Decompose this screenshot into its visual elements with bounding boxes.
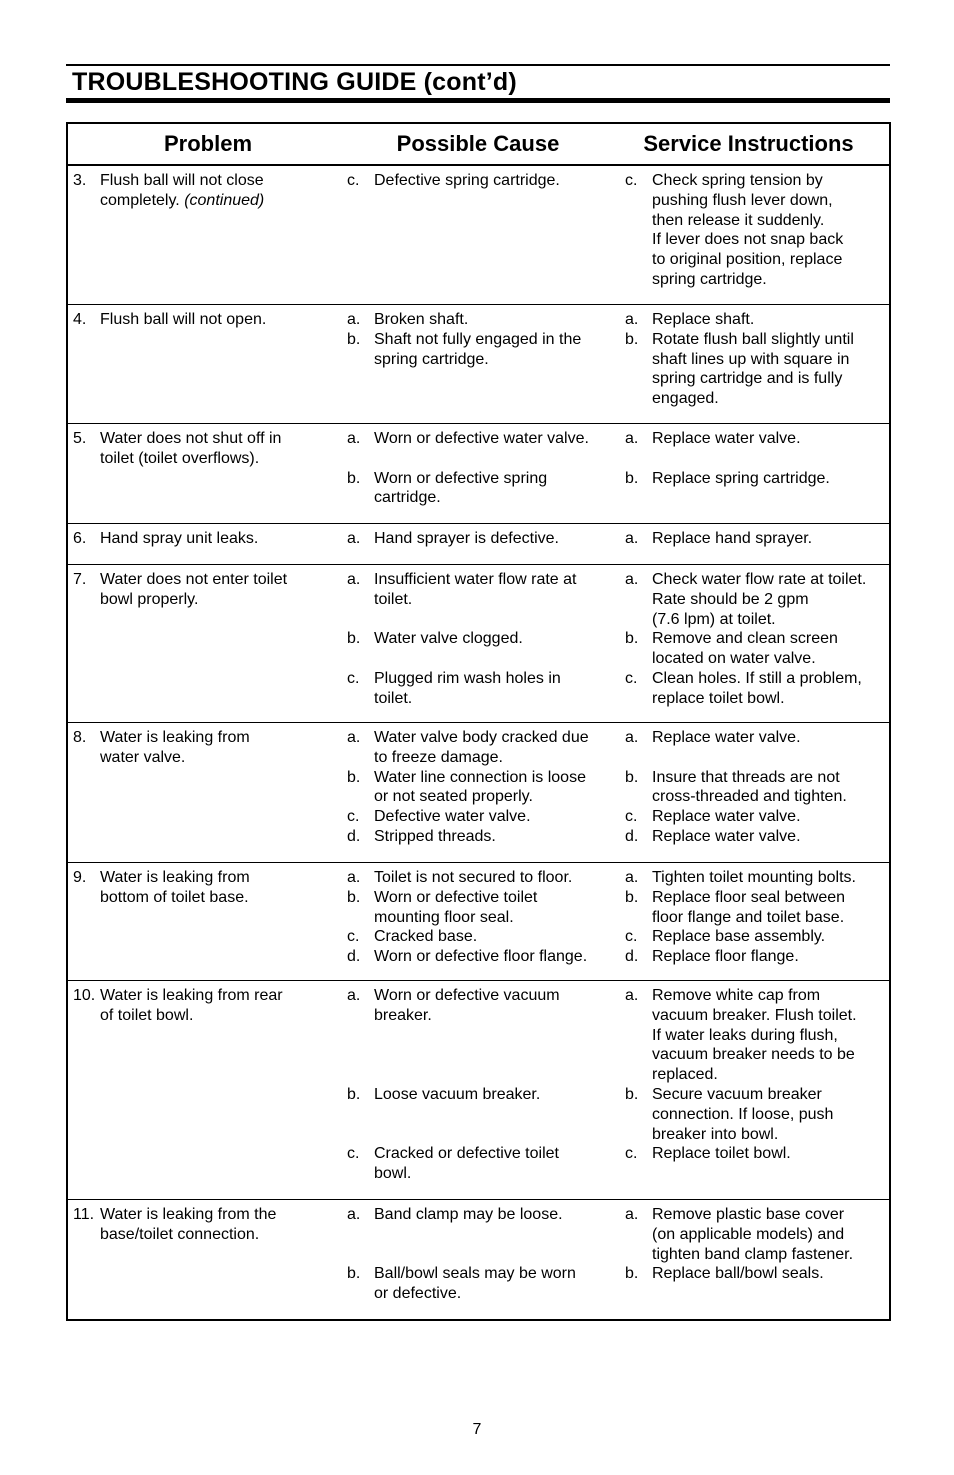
problem-text: Hand spray unit leaks. (100, 530, 259, 547)
service-letter: c. (625, 670, 638, 687)
cause-letter: c. (347, 808, 360, 826)
service-text: Replace ball/bowl seals. (652, 1265, 824, 1283)
service-text: Remove plastic base cover (652, 1206, 845, 1223)
table-row (68, 304, 889, 423)
service-text: Replace hand sprayer. (652, 530, 813, 547)
cause-text: Hand sprayer is defective. (374, 530, 559, 547)
cause-letter: b. (347, 888, 361, 906)
problem-number: 4. (73, 311, 87, 328)
cause-text: Plugged rim wash holes in (374, 670, 561, 687)
table-row (68, 722, 889, 862)
problem-number: 8. (73, 729, 87, 746)
service-text: Check spring tension by (652, 172, 823, 189)
service-letter: b. (625, 1265, 639, 1283)
service-text: Remove and clean screen (652, 630, 838, 648)
cause-letter: a. (347, 430, 361, 447)
service-text: Secure vacuum breaker (652, 1086, 822, 1103)
cause-text: Toilet is not secured to floor. (374, 869, 573, 886)
service-text: Check water flow rate at toilet. (652, 571, 867, 588)
service-letter: a. (625, 869, 639, 886)
title-rule (66, 98, 890, 103)
cause-letter: b. (347, 630, 361, 648)
service-text: then release it suddenly. (652, 211, 825, 229)
service-text: Replace toilet bowl. (652, 1145, 791, 1163)
service-text: cross-threaded and tighten. (652, 788, 847, 806)
problem-text: completely. (continued) (100, 191, 265, 209)
cause-text: Worn or defective vacuum (374, 987, 560, 1004)
column-header-problem: Problem (163, 131, 253, 156)
service-text: Rate should be 2 gpm (652, 590, 809, 608)
table-row (68, 980, 889, 1199)
service-letter: b. (625, 768, 639, 786)
cause-text: Water line connection is loose (374, 768, 586, 786)
service-text: pushing flush lever down, (652, 191, 833, 209)
service-text: Replace water valve. (652, 729, 801, 746)
table-header (68, 124, 889, 166)
problem-text: water valve. (100, 748, 186, 766)
cause-letter: b. (347, 330, 361, 348)
service-letter: a. (625, 729, 639, 746)
cause-letter: a. (347, 1206, 361, 1223)
service-text: Replace spring cartridge. (652, 469, 830, 487)
table-row (68, 1199, 889, 1319)
service-text: shaft lines up with square in (652, 350, 850, 368)
cause-text: toilet. (374, 689, 413, 707)
table-row (68, 166, 889, 304)
cause-letter: a. (347, 311, 361, 328)
service-text: connection. If loose, push (652, 1105, 834, 1123)
service-text: Replace water valve. (652, 430, 801, 447)
problem-text: bowl properly. (100, 590, 199, 608)
service-letter: c. (625, 808, 638, 826)
service-text: to original position, replace (652, 251, 843, 269)
service-letter: a. (625, 1206, 639, 1223)
cause-letter: d. (347, 828, 361, 845)
problem-number: 5. (73, 430, 87, 447)
service-text: Replace floor flange. (652, 948, 799, 966)
service-text: engaged. (652, 390, 719, 408)
cause-text: to freeze damage. (374, 748, 503, 766)
cause-text: Water valve body cracked due (374, 729, 589, 746)
service-text: tighten band clamp fastener. (652, 1245, 854, 1263)
service-letter: d. (625, 828, 639, 845)
cause-letter: c. (347, 172, 360, 189)
cause-letter: c. (347, 1145, 360, 1163)
problem-number: 3. (73, 172, 87, 189)
cause-text: Defective spring cartridge. (374, 172, 560, 189)
service-text: breaker into bowl. (652, 1125, 779, 1143)
table-row (68, 564, 889, 722)
cause-text: or not seated properly. (374, 788, 533, 806)
service-text: Replace water valve. (652, 808, 801, 826)
cause-letter: c. (347, 928, 360, 946)
cause-text: Shaft not fully engaged in the (374, 330, 582, 348)
cause-text: breaker. (374, 1006, 432, 1024)
service-text: Replace floor seal between (652, 888, 846, 906)
service-text: spring cartridge. (652, 271, 767, 288)
service-letter: b. (625, 330, 639, 348)
service-letter: a. (625, 987, 639, 1004)
cause-text: Worn or defective water valve. (374, 430, 589, 447)
service-letter: c. (625, 928, 638, 946)
cause-text: toilet. (374, 590, 413, 608)
service-letter: b. (625, 469, 639, 487)
problem-text: of toilet bowl. (100, 1006, 194, 1024)
problem-text: Water is leaking from (100, 729, 250, 746)
cause-letter: d. (347, 948, 361, 966)
problem-text: Flush ball will not close (100, 172, 264, 189)
cause-letter: b. (347, 768, 361, 786)
service-text: If water leaks during flush, (652, 1026, 838, 1044)
service-text: Replace base assembly. (652, 928, 826, 946)
cause-text: Cracked or defective toilet (374, 1145, 559, 1163)
service-text: (on applicable models) and (652, 1225, 845, 1243)
cause-letter: a. (347, 530, 361, 547)
service-letter: a. (625, 571, 639, 588)
service-letter: d. (625, 948, 639, 966)
service-text: Insure that threads are not (652, 768, 840, 786)
page-number: 7 (472, 1421, 482, 1438)
service-letter: c. (625, 1145, 638, 1163)
service-text: located on water valve. (652, 650, 816, 668)
problem-text: Flush ball will not open. (100, 311, 267, 328)
cause-letter: a. (347, 571, 361, 588)
problem-text: Water is leaking from rear (100, 987, 283, 1004)
cause-letter: c. (347, 670, 360, 687)
table-row (68, 523, 889, 564)
problem-text: bottom of toilet base. (100, 888, 249, 906)
cause-letter: b. (347, 469, 361, 487)
cause-text: Broken shaft. (374, 311, 469, 328)
problem-text: Water is leaking from (100, 869, 250, 886)
cause-text: bowl. (374, 1165, 412, 1183)
service-text: vacuum breaker. Flush toilet. (652, 1006, 857, 1024)
cause-letter: a. (347, 869, 361, 886)
service-letter: b. (625, 630, 639, 648)
cause-text: Stripped threads. (374, 828, 496, 845)
service-text: Replace water valve. (652, 828, 801, 845)
cause-text: cartridge. (374, 489, 441, 507)
cause-text: Worn or defective floor flange. (374, 948, 588, 966)
problem-number: 9. (73, 869, 87, 886)
service-text: Remove white cap from (652, 987, 821, 1004)
cause-letter: a. (347, 987, 361, 1004)
service-text: Tighten toilet mounting bolts. (652, 869, 856, 886)
cause-text: Insufficient water flow rate at (374, 571, 577, 588)
table-body (68, 166, 889, 1319)
problem-text: base/toilet connection. (100, 1225, 260, 1243)
cause-text: mounting floor seal. (374, 908, 514, 926)
troubleshooting-table (66, 122, 891, 1321)
table-row (68, 862, 889, 980)
cause-letter: a. (347, 729, 361, 746)
page-title: TROUBLESHOOTING GUIDE (cont’d) (72, 68, 517, 96)
service-text: (7.6 lpm) at toilet. (652, 610, 776, 628)
column-header-service-instructions: Service Instructions (643, 131, 854, 156)
service-letter: b. (625, 888, 639, 906)
service-text: replaced. (652, 1066, 718, 1084)
problem-text: Water is leaking from the (100, 1206, 277, 1223)
problem-number: 10. (73, 987, 96, 1004)
service-text: Replace shaft. (652, 311, 755, 328)
service-text: replace toilet bowl. (652, 689, 785, 707)
problem-text: Water does not shut off in (100, 430, 282, 447)
problem-number: 7. (73, 571, 87, 588)
problem-text: Water does not enter toilet (100, 571, 288, 588)
service-text: If lever does not snap back (652, 231, 844, 249)
table-row (68, 423, 889, 523)
service-text: vacuum breaker needs to be (652, 1046, 855, 1064)
cause-text: Defective water valve. (374, 808, 531, 826)
service-letter: c. (625, 172, 638, 189)
service-text: spring cartridge and is fully (652, 370, 843, 388)
cause-text: Cracked base. (374, 928, 478, 946)
problem-text: toilet (toilet overflows). (100, 449, 260, 467)
cause-text: Loose vacuum breaker. (374, 1086, 541, 1103)
service-letter: a. (625, 530, 639, 547)
cause-letter: b. (347, 1265, 361, 1283)
continued-note: (continued) (184, 191, 265, 209)
problem-number: 11. (73, 1206, 95, 1223)
cause-letter: b. (347, 1086, 361, 1103)
service-text: floor flange and toilet base. (652, 908, 845, 926)
service-text: Clean holes. If still a problem, (652, 670, 862, 687)
cause-text: Water valve clogged. (374, 630, 523, 648)
cause-text: Worn or defective spring (374, 469, 548, 487)
service-letter: a. (625, 311, 639, 328)
column-header-possible-cause: Possible Cause (396, 131, 560, 156)
service-letter: a. (625, 430, 639, 447)
cause-text: or defective. (374, 1285, 462, 1303)
problem-number: 6. (73, 530, 87, 547)
cause-text: spring cartridge. (374, 350, 489, 368)
cause-text: Worn or defective toilet (374, 888, 538, 906)
service-text: Rotate flush ball slightly until (652, 330, 854, 348)
cause-text: Ball/bowl seals may be worn (374, 1265, 576, 1283)
cause-text: Band clamp may be loose. (374, 1206, 563, 1223)
service-letter: b. (625, 1086, 639, 1103)
